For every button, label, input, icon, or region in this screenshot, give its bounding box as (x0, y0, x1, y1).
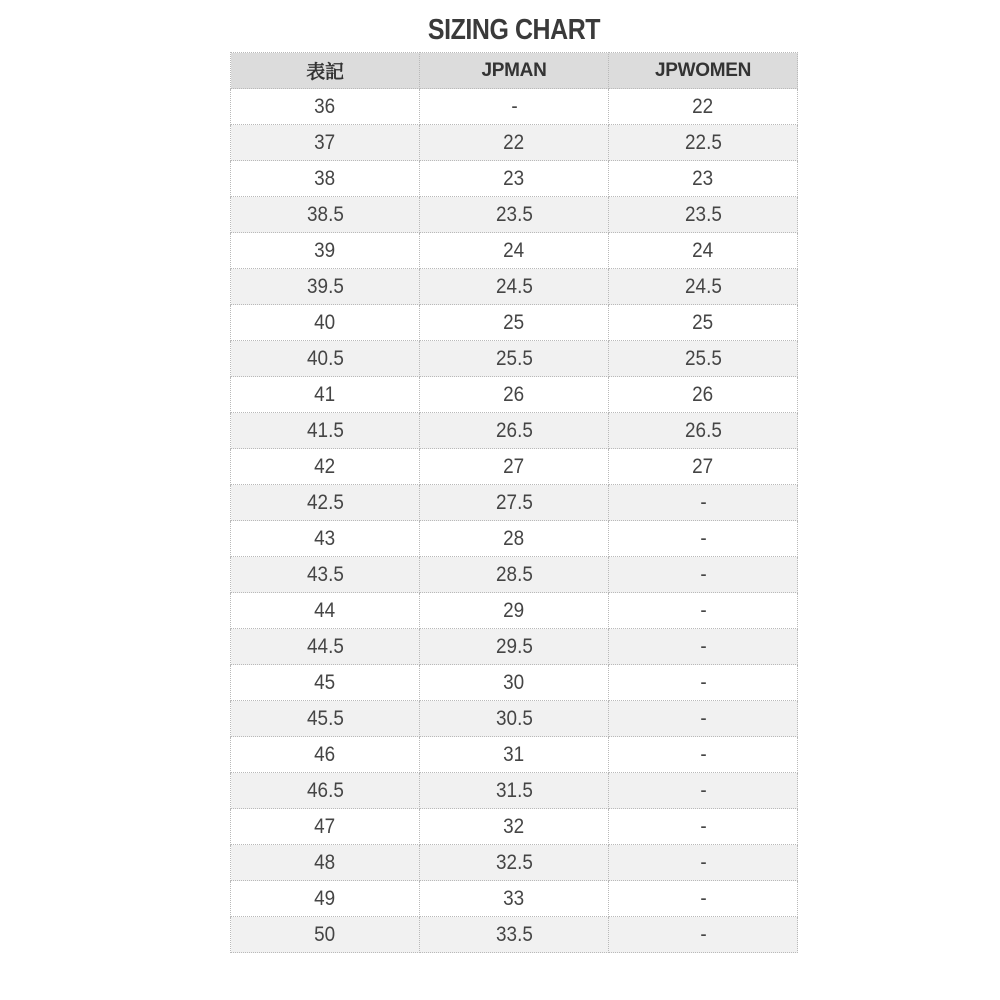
jpman-cell (420, 377, 609, 413)
jpwomen-cell (609, 557, 798, 593)
cell-value: 29.5 (495, 634, 533, 658)
cell-value: - (699, 922, 707, 946)
cell-value: - (699, 706, 707, 730)
table-body (231, 89, 798, 953)
table-row (231, 881, 798, 917)
jpwomen-cell (609, 485, 798, 521)
table-row (231, 89, 798, 125)
size-label-cell (231, 809, 420, 845)
jpwomen-cell (609, 197, 798, 233)
size-label-cell (231, 161, 420, 197)
jpwomen-cell (609, 305, 798, 341)
cell-value: 39 (314, 238, 336, 262)
cell-value: 28 (503, 526, 525, 550)
jpman-cell (420, 917, 609, 953)
cell-value: - (699, 634, 707, 658)
jpwomen-cell (609, 881, 798, 917)
cell-value: 22 (503, 130, 525, 154)
size-label-cell (231, 593, 420, 629)
cell-value: 41.5 (306, 418, 344, 442)
jpwomen-cell (609, 665, 798, 701)
cell-value: 47 (314, 814, 336, 838)
size-label-cell (231, 341, 420, 377)
jpman-cell (420, 557, 609, 593)
jpman-cell (420, 773, 609, 809)
table-row (231, 593, 798, 629)
cell-value: 44 (314, 598, 336, 622)
jpman-cell (420, 89, 609, 125)
cell-value: - (699, 490, 707, 514)
cell-value: 25 (503, 310, 525, 334)
table-row (231, 233, 798, 269)
jpwomen-cell (609, 629, 798, 665)
cell-value: - (699, 670, 707, 694)
size-label-cell (231, 233, 420, 269)
cell-value: 43.5 (306, 562, 344, 586)
table-row (231, 377, 798, 413)
cell-value: - (699, 850, 707, 874)
cell-value: 26.5 (495, 418, 533, 442)
cell-value: - (699, 562, 707, 586)
chart-title: SIZING CHART (427, 14, 601, 46)
size-label-cell (231, 665, 420, 701)
jpman-cell (420, 665, 609, 701)
table-row (231, 485, 798, 521)
jpman-cell (420, 845, 609, 881)
jpman-cell (420, 629, 609, 665)
table-row (231, 125, 798, 161)
table-row (231, 449, 798, 485)
jpwomen-cell (609, 593, 798, 629)
column-header-label: 表記 (231, 53, 420, 89)
table-row (231, 917, 798, 953)
jpwomen-cell (609, 845, 798, 881)
size-label-cell (231, 485, 420, 521)
size-label-cell (231, 269, 420, 305)
cell-value: - (699, 886, 707, 910)
cell-value: - (699, 778, 707, 802)
column-header-jpman: JPMAN (420, 53, 609, 89)
cell-value: 25.5 (495, 346, 533, 370)
cell-value: 32.5 (495, 850, 533, 874)
size-label-cell (231, 881, 420, 917)
jpman-cell (420, 413, 609, 449)
jpman-cell (420, 449, 609, 485)
jpman-cell (420, 737, 609, 773)
table-row (231, 629, 798, 665)
jpman-cell (420, 485, 609, 521)
cell-value: 29 (503, 598, 525, 622)
table-row (231, 521, 798, 557)
size-label-cell (231, 377, 420, 413)
jpwomen-cell (609, 521, 798, 557)
cell-value: 25.5 (684, 346, 722, 370)
cell-value: 24.5 (684, 274, 722, 298)
cell-value: - (699, 742, 707, 766)
cell-value: - (699, 814, 707, 838)
cell-value: 37 (314, 130, 336, 154)
jpwomen-cell (609, 233, 798, 269)
jpwomen-cell (609, 809, 798, 845)
cell-value: 43 (314, 526, 336, 550)
cell-value: 45 (314, 670, 336, 694)
table-row (231, 773, 798, 809)
jpwomen-cell (609, 377, 798, 413)
size-label-cell (231, 125, 420, 161)
cell-value: 38 (314, 166, 336, 190)
cell-value: 50 (314, 922, 336, 946)
size-label-cell (231, 413, 420, 449)
jpwomen-cell (609, 701, 798, 737)
table-row (231, 341, 798, 377)
cell-value: 44.5 (306, 634, 344, 658)
cell-value: 42.5 (306, 490, 344, 514)
cell-value: 46 (314, 742, 336, 766)
sizing-table (230, 52, 798, 953)
size-label-cell (231, 197, 420, 233)
cell-value: 46.5 (306, 778, 344, 802)
cell-value: 40.5 (306, 346, 344, 370)
cell-value: 25 (692, 310, 714, 334)
cell-value: 28.5 (495, 562, 533, 586)
cell-value: 22.5 (684, 130, 722, 154)
size-label-cell (231, 701, 420, 737)
cell-value: 36 (314, 94, 336, 118)
size-label-cell (231, 773, 420, 809)
table-row (231, 665, 798, 701)
size-label-cell (231, 305, 420, 341)
cell-value: 40 (314, 310, 336, 334)
cell-value: 26 (692, 382, 714, 406)
jpman-cell (420, 881, 609, 917)
table-row (231, 413, 798, 449)
table-row (231, 701, 798, 737)
cell-value: 27 (692, 454, 714, 478)
column-header-jpwomen: JPWOMEN (609, 53, 798, 89)
jpman-cell (420, 341, 609, 377)
cell-value: 23 (692, 166, 714, 190)
jpwomen-cell (609, 125, 798, 161)
table-row (231, 197, 798, 233)
table-header-row (231, 53, 798, 89)
jpman-cell (420, 521, 609, 557)
size-label-cell (231, 521, 420, 557)
cell-value: 30 (503, 670, 525, 694)
table-row (231, 845, 798, 881)
jpman-cell (420, 305, 609, 341)
cell-value: 24.5 (495, 274, 533, 298)
jpman-cell (420, 197, 609, 233)
cell-value: 27.5 (495, 490, 533, 514)
jpman-cell (420, 161, 609, 197)
cell-value: 24 (692, 238, 714, 262)
jpwomen-cell (609, 449, 798, 485)
jpwomen-cell (609, 89, 798, 125)
jpman-cell (420, 593, 609, 629)
table-row (231, 737, 798, 773)
cell-value: 31 (503, 742, 525, 766)
jpwomen-cell (609, 917, 798, 953)
table-row (231, 269, 798, 305)
jpwomen-cell (609, 161, 798, 197)
cell-value: 24 (503, 238, 525, 262)
cell-value: 48 (314, 850, 336, 874)
cell-value: - (699, 598, 707, 622)
jpman-cell (420, 701, 609, 737)
cell-value: 26.5 (684, 418, 722, 442)
cell-value: 41 (314, 382, 336, 406)
cell-value: 38.5 (306, 202, 344, 226)
size-label-cell (231, 449, 420, 485)
cell-value: 49 (314, 886, 336, 910)
cell-value: 23 (503, 166, 525, 190)
cell-value: 23.5 (495, 202, 533, 226)
jpwomen-cell (609, 737, 798, 773)
cell-value: 33.5 (495, 922, 533, 946)
cell-value: 30.5 (495, 706, 533, 730)
size-label-cell (231, 89, 420, 125)
size-label-cell (231, 629, 420, 665)
cell-value: 45.5 (306, 706, 344, 730)
jpwomen-cell (609, 773, 798, 809)
cell-value: 33 (503, 886, 525, 910)
table-row (231, 305, 798, 341)
size-label-cell (231, 557, 420, 593)
jpman-cell (420, 269, 609, 305)
cell-value: 23.5 (684, 202, 722, 226)
jpman-cell (420, 809, 609, 845)
jpwomen-cell (609, 269, 798, 305)
cell-value: 26 (503, 382, 525, 406)
cell-value: 31.5 (495, 778, 533, 802)
size-label-cell (231, 917, 420, 953)
cell-value: - (510, 94, 518, 118)
table-row (231, 809, 798, 845)
jpwomen-cell (609, 341, 798, 377)
jpwomen-cell (609, 413, 798, 449)
table-row (231, 161, 798, 197)
cell-value: 22 (692, 94, 714, 118)
cell-value: - (699, 526, 707, 550)
size-label-cell (231, 845, 420, 881)
cell-value: 27 (503, 454, 525, 478)
cell-value: 39.5 (306, 274, 344, 298)
table-row (231, 557, 798, 593)
cell-value: 42 (314, 454, 336, 478)
cell-value: 32 (503, 814, 525, 838)
jpman-cell (420, 125, 609, 161)
size-label-cell (231, 737, 420, 773)
jpman-cell (420, 233, 609, 269)
